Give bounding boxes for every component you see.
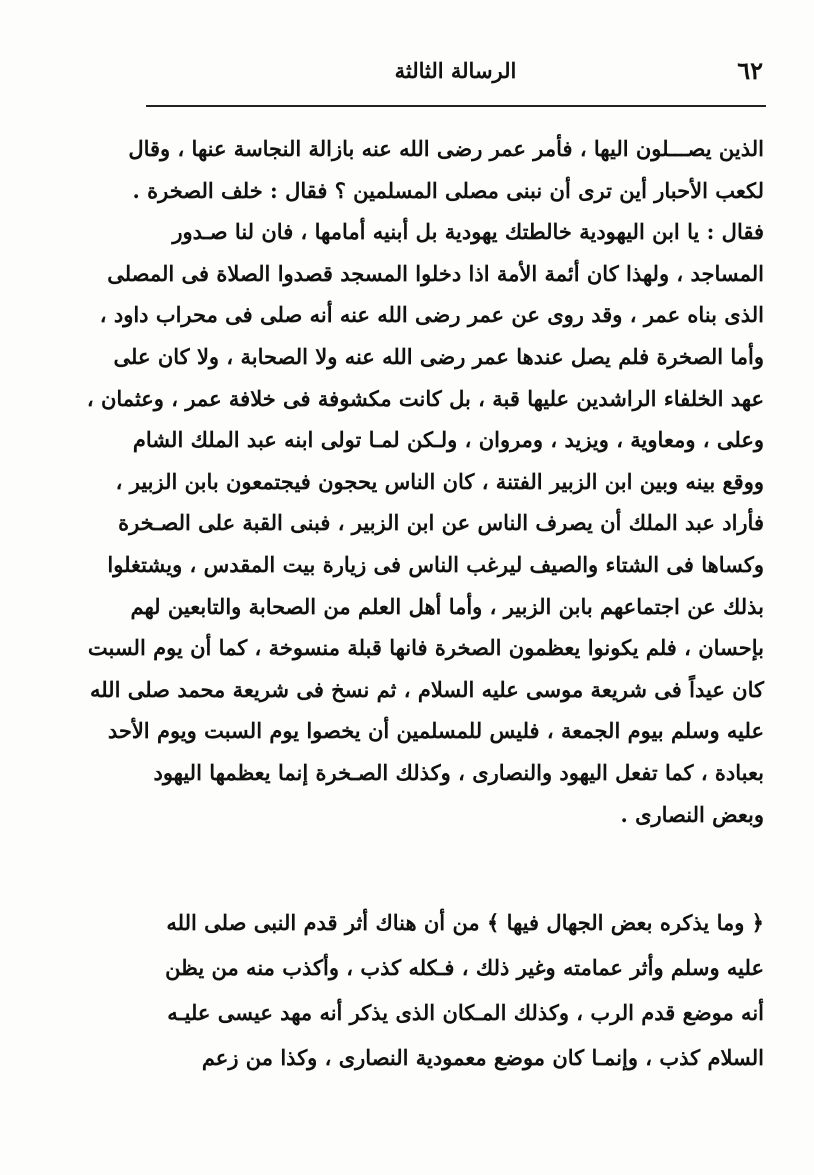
text-line: ﴿ وما يذكره بعض الجهال فيها ﴾ من أن هناك أثر قدم النبى صلى الله (166, 910, 764, 935)
text-line: لكعب الأحبار أين ترى أن نبنى مصلى المسلمين ؟ فقال : خلف الصخرة . (132, 177, 764, 203)
running-title: الرسالة الثالثة (394, 58, 517, 83)
text-line: الذى بناه عمر ، وقد روى عن عمر رضى الله عنه أنه صلى فى محراب داود ، (99, 302, 764, 328)
text-line: كان عيداً فى شريعة موسى عليه السلام ، ثم نسخ فى شريعة محمد صلى الله (89, 676, 764, 702)
text-line: المساجد ، ولهذا كان أئمة الأمة اذا دخلوا المسجد قصدوا الصلاة فى المصلى (107, 260, 764, 286)
text-line: وكساها فى الشتاء والصيف ليرغب الناس فى زيارة بيت المقدس ، ويشتغلوا (107, 551, 764, 577)
text-line: وبعض النصارى . (620, 801, 764, 827)
paragraph-2 (158, 900, 764, 1080)
text-line: فقال : يا ابن اليهودية خالطتك يهودية بل أبنيه أمامها ، فان لنا صـدور (172, 219, 764, 245)
text-line: أنه موضع قدم الرب ، وكذلك المـكان الذى يذكر أنه مهد عيسى عليـه (167, 1000, 764, 1025)
text-line: السلام كذب ، وإنمـا كان موضع معمودية النصارى ، وكذا من زعم (201, 1045, 764, 1070)
text-line: عليه وسلم بيوم الجمعة ، فليس للمسلمين أن يخصوا يوم السبت ويوم الأحد (107, 718, 764, 744)
text-line: فأراد عبد الملك أن يصرف الناس عن ابن الزبير ، فبنى القبة على الصـخرة (118, 510, 764, 536)
text-line: وعلى ، ومعاوية ، ويزيد ، ومروان ، ولـكن لمـا تولى ابنه عبد الملك الشام (132, 427, 764, 453)
text-line: الذين يصـــلون اليها ، فأمر عمر رضى الله عنه بازالة النجاسة عنها ، وقال (128, 136, 764, 161)
page-number: ٦٢ (737, 56, 763, 85)
text-line: بعبادة ، كما تفعل اليهود والنصارى ، وكذلك الصـخرة إنما يعظمها اليهود (153, 759, 764, 785)
header-rule (146, 105, 766, 107)
text-line: بإحسان ، فلم يكونوا يعظمون الصخرة فانها قبلة منسوخة ، كما أن يوم السبت (87, 635, 764, 661)
text-line: وأما الصخرة فلم يصل عندها عمر رضى الله عنه ولا الصحابة ، ولا كان على (113, 343, 764, 369)
text-line: عهد الخلفاء الراشدين عليها قبة ، بل كانت مكشوفة فى خلافة عمر ، وعثمان ، (86, 385, 764, 411)
text-line: عليه وسلم وأثر عمامته وغير ذلك ، فـكله كذب ، وأكذب منه من يظن (165, 955, 764, 980)
paragraph-1 (86, 128, 764, 835)
page-header (148, 52, 763, 92)
text-line: بذلك عن اجتماعهم بابن الزبير ، وأما أهل العلم من الصحابة والتابعين لهم (130, 593, 764, 619)
text-line: ووقع بينه وبين ابن الزبير الفتنة ، كان الناس يحجون فيجتمعون بابن الزبير ، (115, 468, 764, 494)
